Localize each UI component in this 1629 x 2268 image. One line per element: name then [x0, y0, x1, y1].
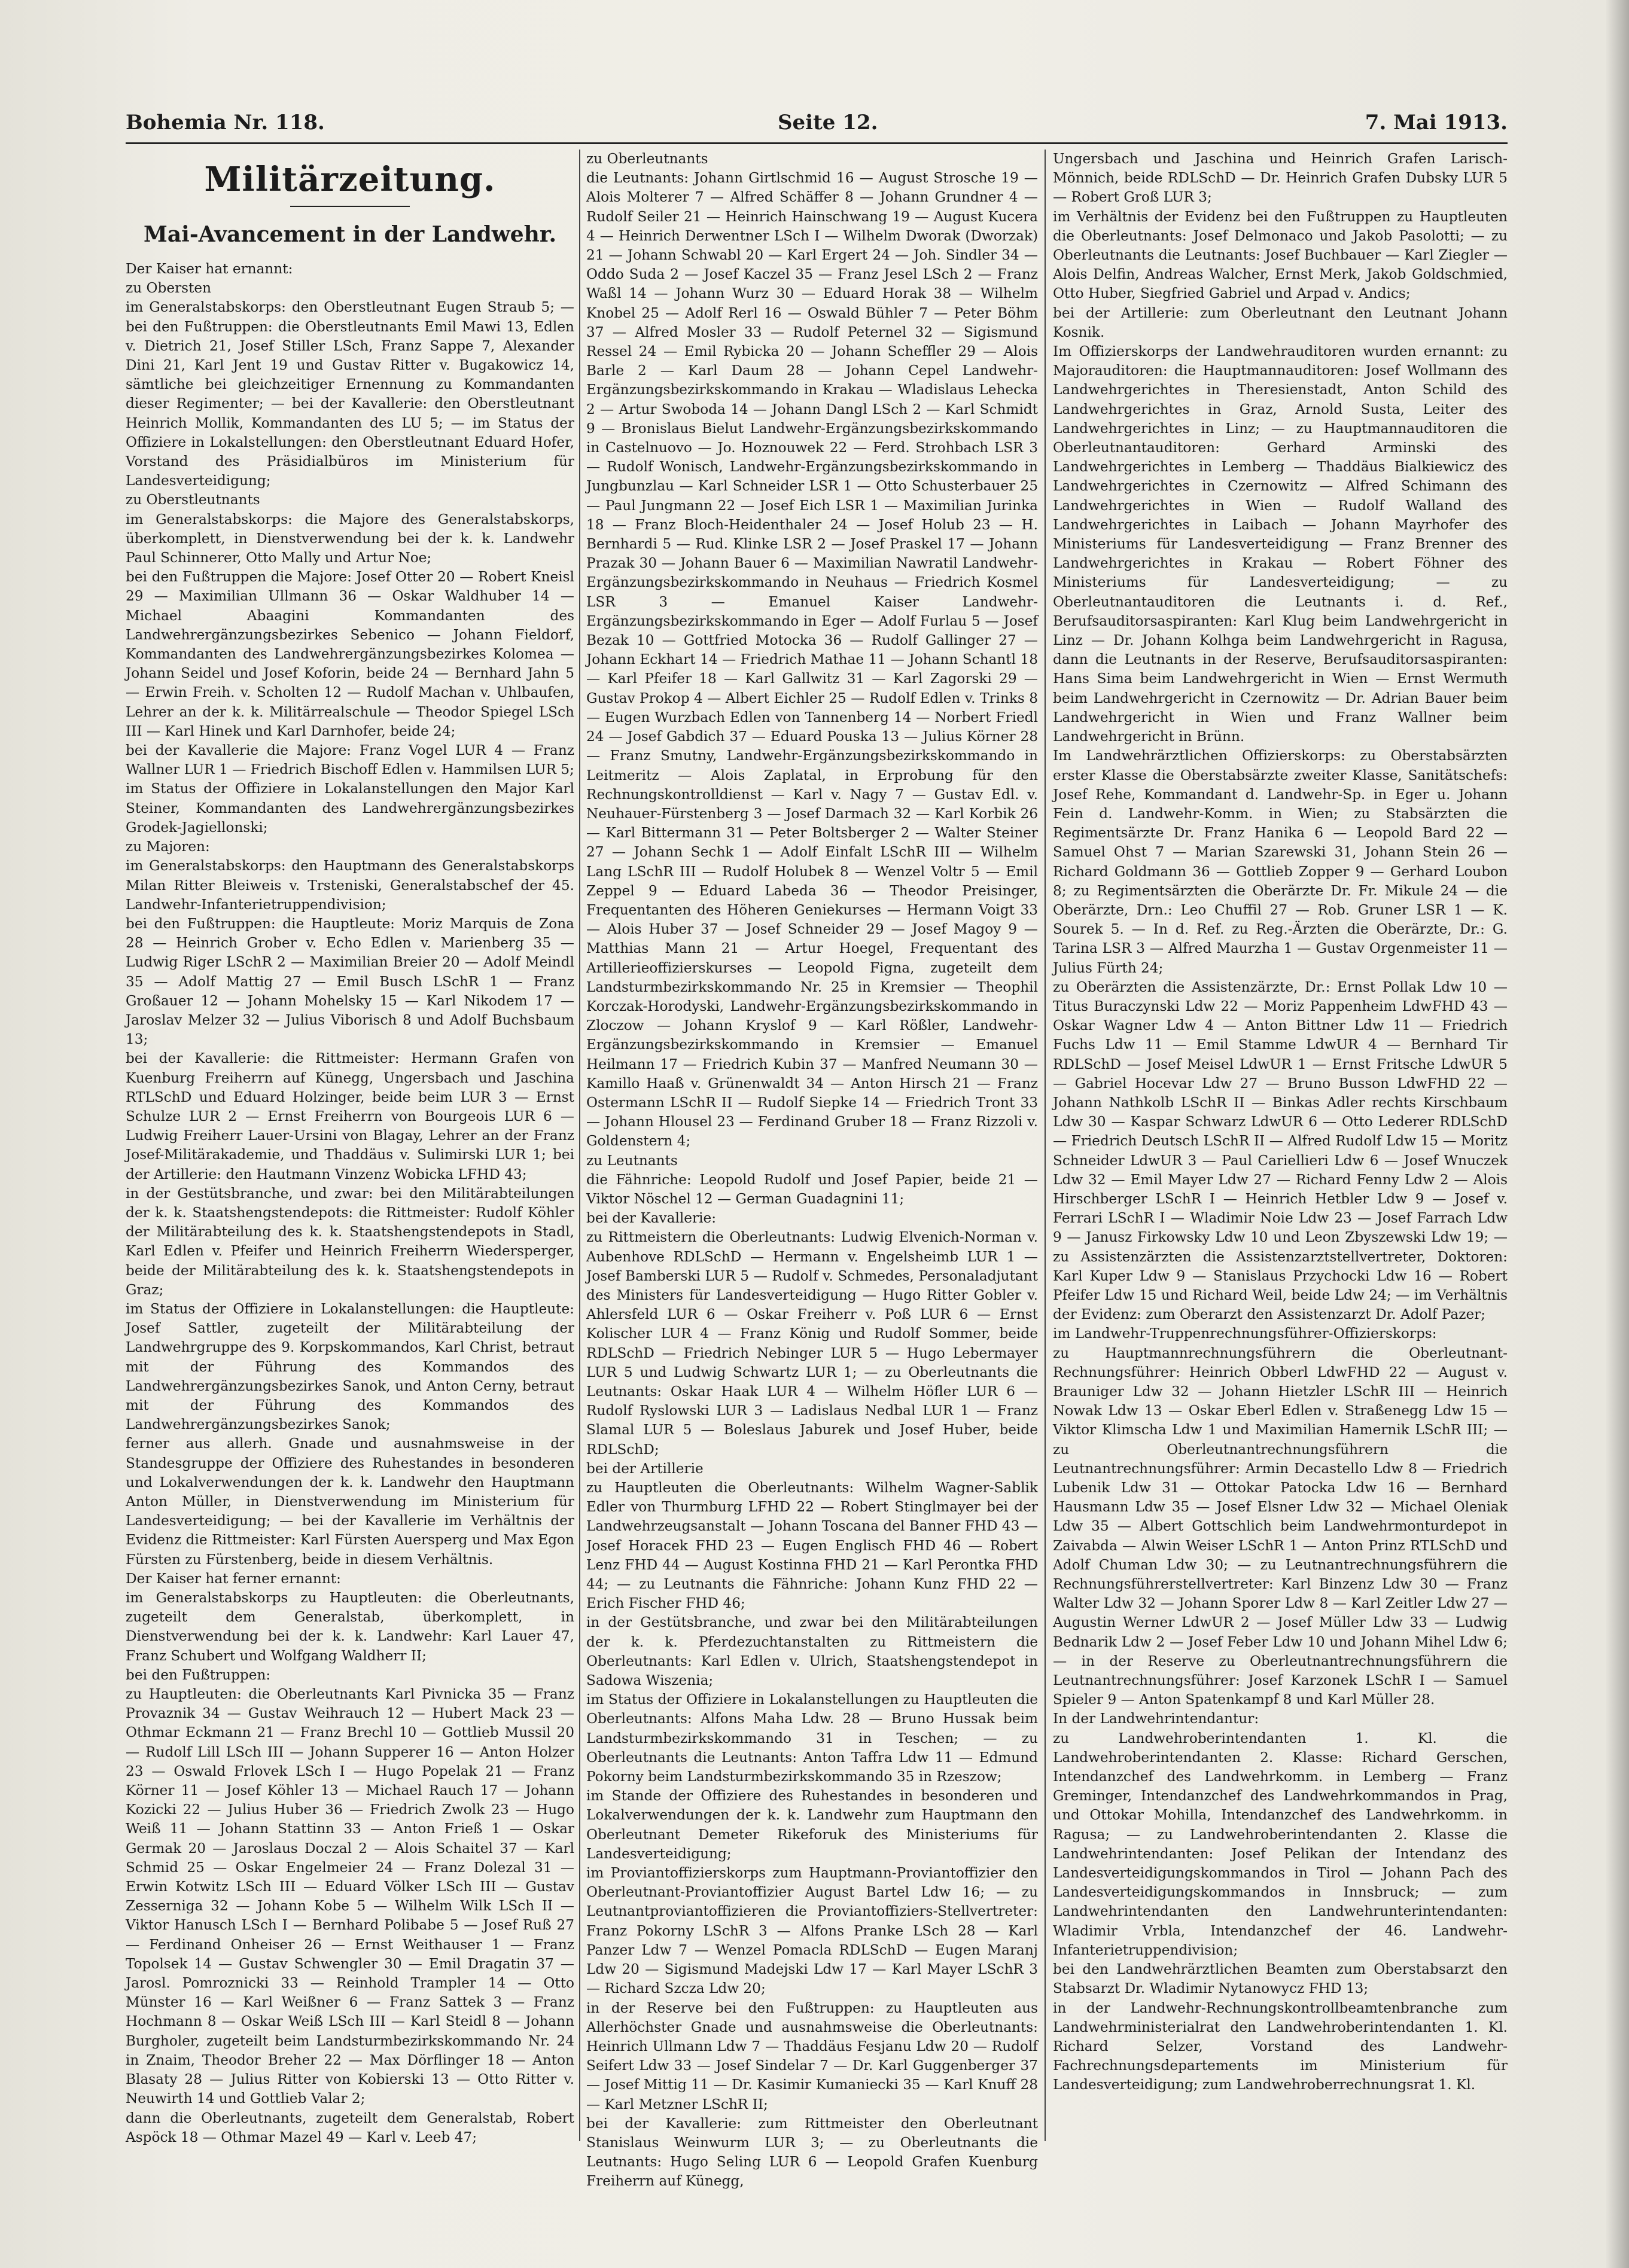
paragraph: zu Oberärzten die Assistenzärzte, Dr.: Ernst Pollak Ldw 10 — Titus Buraczynski Ldw 22 — Moriz Pappenheim LdwFHD 43 — Oskar Wagner Ldw 4 — Anton Bittner Ldw 11 — Friedrich Fuchs Ldw 11 — Emil Stamme LdwUR 4 — Bernhard Tir RDLSchD — Josef Meisel LdwUR 1 — Ernst Fritsche LdwUR 5 — Gabriel Hocevar Ldw 27 — Bruno Busson LdwFHD 22 — Johann Nathkolb LSchR II — Binkas Adler rechts Kirschbaum Ldw 30 — Kaspar Schwarz LdwUR 6 — Otto Lederer RDLSchD — Friedrich Deutsch LSchR II — Alfred Rudolf Ldw 15 — Moritz Schneider LdwUR 3 — Paul Cariellieri Ldw 6 — Josef Wnuczek Ldw 32 — Emil Mayer Ldw 27 — Richard Fenny Ldw 2 — Alois Hirschberger LSchR I — Heinrich Hetbler Ldw 9 — Josef v. Ferrari LSchR I — Wladimir Noie Ldw 23 — Josef Farrach Ldw 9 — Janusz Firkowsky Ldw 10 und Leon Zbyszewski Ldw 19; — zu Assistenzärzten die Assistenzarztstellvertreter, Doktoren: Karl Kuper Ldw 9 — Stanislaus Przychocki Ldw 16 — Robert Pfeifer Ldw 15 und Richard Weil, beide Ldw 24; — im Verhältnis der Evidenz: zum Oberarzt den Assistenzarzt Dr. Adolf Pazer; [1053, 978, 1508, 1323]
paragraph: Im Landwehrärztlichen Offizierskorps: zu Oberstabsärzten erster Klasse die Oberstabsärzte zweiter Klasse, Sanitätschefs: Josef Rehe, Kommandant d. Landwehr-Sp. in Eger u. Johann Fein d. Landwehr-Komm. in Wien; zu Stabsärzten die Regimentsärzte Dr. Franz Hanika 6 — Leopold Bard 22 — Samuel Ohst 7 — Marian Szarewski 31, Johann Stein 26 — Richard Goldmann 36 — Gottlieb Zopper 9 — Gerhard Loubon 8; zu Regimentsärzten die Oberärzte Dr. Fr. Mikule 24 — die Oberärzte, Drn.: Leo Chuffil 27 — Rob. Gruner LSR 1 — K. Sourek 5. — In d. Ref. zu Reg.-Ärzten die Oberärzte, Dr.: G. Tarina LSR 3 — Alfred Maurzha 1 — Gustav Orgenmeister 11 — Julius Fürth 24; [1053, 748, 1508, 976]
paragraph: im Verhältnis der Evidenz bei den Fußtruppen zu Hauptleuten die Oberleutnants: Josef Delmonaco und Jakob Pasolotti; — zu Oberleutnants die Leutnants: Josef Buchbauer — Karl Ziegler — Alois Delfin, Andreas Walcher, Ernst Merk, Jakob Goldschmied, Otto Huber, Siegfried Gabriel und Arpad v. Andics; [1053, 208, 1508, 302]
paragraph: im Status der Offiziere in Lokalanstellungen den Major Karl Steiner, Kommandanten des Landwehrergänzungsbezirkes Grodek-Jagiellonski; [126, 781, 574, 836]
column-divider [1045, 150, 1046, 2141]
paragraph: zu Hauptleuten: die Oberleutnants Karl Pivnicka 35 — Franz Provaznik 34 — Gustav Weihrauch 12 — Hubert Mack 23 — Othmar Eckmann 21 — Franz Brechl 10 — Gottlieb Mussil 20 — Rudolf Lill LSch III — Johann Supperer 16 — Anton Holzer 23 — Oswald Frlovek LSch I — Hugo Popelak 21 — Franz Körner 11 — Josef Köhler 13 — Michael Rauch 17 — Johann Kozicki 22 — Julius Huber 36 — Friedrich Zwolk 23 — Hugo Weiß 11 — Johann Stattinn 33 — Anton Frieß 1 — Oskar Germak 20 — Jaroslaus Doczal 2 — Alois Schaitel 37 — Karl Schmid 25 — Oskar Engelmeier 24 — Franz Dolezal 31 — Erwin Kotwitz LSch III — Eduard Völker LSch III — Gustav Zesserniga 32 — Johann Kobe 5 — Wilhelm Wilk LSch II — Viktor Hanusch LSch I — Bernhard Polibabe 5 — Josef Ruß 27 — Ferdinand Onheiser 26 — Ernst Weithauser 1 — Franz Topolsek 14 — Gustav Schwengler 30 — Emil Dragatin 37 — Jarosl. Pomroznicki 33 — Reinhold Trampler 14 — Otto Münster 16 — Karl Weißner 6 — Franz Sattek 3 — Franz Hochmann 8 — Oskar Weiß LSch III — Karl Steidl 8 — Johann Burgholer, zugeteilt beim Landsturmbezirkskommando Nr. 24 in Znaim, Theodor Breher 22 — Max Dörflinger 18 — Anton Blasaty 28 — Julius Ritter von Kobierski 13 — Otto Ritter v. Neuwirth 14 und Gottlieb Valar 2; [126, 1686, 574, 2107]
page-header [126, 105, 1508, 141]
masthead-rule [290, 206, 410, 207]
paragraph: zu Obersten [126, 280, 212, 297]
paragraph: bei der Kavallerie: zum Rittmeister den Oberleutnant Stanislaus Weinwurm LUR 3; — zu Oberleutnants die Leutnants: Hugo Seling LUR 6 — Leopold Grafen Kuenburg Freiherrn auf Künegg, [586, 2115, 1038, 2190]
paragraph: bei den Fußtruppen: [126, 1666, 271, 1683]
paragraph: im Generalstabskorps: die Majore des Generalstabskorps, überkomplett, in Dienstverwendung bei der k. k. Landwehr Paul Schinnerer, Otto Mally und Artur Noe; [126, 511, 574, 566]
column-1-body [126, 260, 574, 2147]
header-rule [126, 142, 1508, 144]
paragraph: im Proviantoffizierskorps zum Hauptmann-Proviantoffizier den Oberleutnant-Proviantoffizier August Bartel Ldw 16; — zu Leutnantproviantoffizieren die Proviantoffiziers-Stellvertreter: Franz Pokorny LSchR 3 — Alfons Pranke LSch 28 — Karl Panzer Ldw 7 — Wenzel Pomacla RDLSchD — Eugen Maranj Ldw 20 — Sigismund Madejski Ldw 17 — Karl Mayer LSchR 3 — Richard Szcza Ldw 20; [586, 1865, 1038, 1997]
paragraph: Der Kaiser hat ernannt: [126, 261, 293, 277]
paragraph: bei der Kavallerie: die Rittmeister: Hermann Grafen von Kuenburg Freiherrn auf Künegg, Ungersbach und Jaschina RTLSchD und Eduard Holzinger, beide beim LUR 3 — Ernst Schulze LUR 2 — Ernst Freiherrn von Bourgeois LUR 6 — Ludwig Freiherr Lauer-Ursini von Blagay, Lehrer an der Franz Josef-Militärakademie, und Thaddäus v. Sulimirski LUR 1; bei der Artillerie: den Hautmann Vinzenz Wobicka LFHD 43; [126, 1050, 574, 1182]
paragraph: im Status der Offiziere in Lokalanstellungen zu Hauptleuten die Oberleutnants: Alfons Maha Ldw. 28 — Bruno Hussak beim Landsturmbezirkskommando 31 in Teschen; — zu Oberleutnants die Leutnants: Anton Taffra Ldw 11 — Edmund Pokorny beim Landsturmbezirkskommando 35 in Rzeszow; [586, 1691, 1038, 1785]
paragraph: Im Offizierskorps der Landwehrauditoren wurden ernannt: zu Majorauditoren: die Hauptmannauditoren: Josef Wollmann des Landwehrgerichtes in Theresienstadt, Anton Schild des Landwehrgerichtes in Graz, Arnold Susta, Leiter des Landwehrgerichtes in Linz; — zu Hauptmannauditoren die Oberleutnantauditoren: Gerhard Arminski des Landwehrgerichtes in Lemberg — Thaddäus Bialkiewicz des Landwehrgerichtes in Czernowitz — Alfred Schimann des Landwehrgerichtes in Wien — Rudolf Walland des Landwehrgerichtes in Laibach — Johann Mayrhofer des Ministeriums für Landesverteidigung — Franz Brenner des Landwehrgerichtes in Krakau — Robert Föhner des Ministeriums für Landesverteidigung; — zu Oberleutnantauditoren die Leutnants i. d. Ref., Berufsauditorsaspiranten: Karl Klug beim Landwehrgericht in Linz — Dr. Johann Kolhga beim Landwehrgericht in Ragusa, dann die Leutnants in der Reserve, Berufsauditorsaspiranten: Hans Sima beim Landwehrgericht in Wien — Ernst Wermuth beim Landwehrgericht in Czernowitz — Dr. Adrian Bauer beim Landwehrgericht in Wien und Franz Wallner beim Landwehrgericht in Brünn. [1053, 343, 1508, 745]
paragraph: ferner aus allerh. Gnade und ausnahmsweise in der Standesgruppe der Offiziere des Ruhestandes in besonderen und Lokalverwendungen der k. k. Landwehr den Hauptmann Anton Müller, in Dienstverwendung im Ministerium für Landesverteidigung; — bei der Kavallerie im Verhältnis der Evidenz die Rittmeister: Karl Fürsten Auersperg und Max Egon Fürsten zu Fürstenberg, beide in diesem Verhältnis. [126, 1435, 574, 1568]
paragraph: bei der Kavallerie: [586, 1210, 717, 1227]
paragraph: in der Reserve bei den Fußtruppen: zu Hauptleuten aus Allerhöchster Gnade und ausnahmsweise die Oberleutnants: Heinrich Ullmann Ldw 7 — Thaddäus Fesjanu Ldw 20 — Rudolf Seifert Ldw 33 — Josef Sindelar 7 — Dr. Karl Guggenberger 37 — Josef Mittig 11 — Dr. Kasimir Kumaniecki 35 — Karl Knuff 28 — Karl Metzner LSchR II; [586, 1999, 1038, 2112]
column-2-body [586, 150, 1038, 2191]
column-3 [1053, 150, 1508, 2141]
header-issue: Bohemia Nr. 118. [126, 111, 325, 135]
column-divider [579, 150, 580, 2141]
paragraph: bei den Fußtruppen die Majore: Josef Otter 20 — Robert Kneisl 29 — Maximilian Ullmann 36 — Oskar Waldhuber 14 — Michael Abaagini Kommandanten des Landwehrergänzungsbezirkes Sebenico — Johann Fieldorf, Kommandanten des Landwehrergänzungsbezirkes Kolomea — Johann Seidel und Josef Koforin, beide 24 — Bernhard Jahn 5 — Erwin Freih. v. Scholten 12 — Rudolf Machan v. Uhlbaufen, Lehrer an der k. k. Militärrealschule — Theodor Spiegel LSch III — Karl Hinek und Karl Darnhofer, beide 24; [126, 569, 574, 739]
paragraph: bei den Fußtruppen: die Hauptleute: Moriz Marquis de Zona 28 — Heinrich Grober v. Echo Edlen v. Marienberg 35 — Ludwig Riger LSchR 2 — Maximilian Breier 20 — Adolf Meindl 35 — Adolf Mattig 27 — Emil Busch LSchR 1 — Franz Großauer 12 — Johann Mohelsky 15 — Karl Nikodem 17 — Jaroslav Melzer 32 — Julius Viborisch 8 und Adolf Buchsbaum 13; [126, 915, 574, 1048]
paragraph: in der Gestütsbranche, und zwar: bei den Militärabteilungen der k. k. Staatshengstendepots: die Rittmeister: Rudolf Köhler der Militärabteilung des k. k. Staatshengstendepots in Stadl, Karl Edlen v. Pfeifer und Heinrich Freiherrn Wiedersperger, beide der Militärabteilung des k. k. Staatshengstendepots in Graz; [126, 1185, 574, 1298]
header-page-number: Seite 12. [778, 111, 878, 135]
paragraph: im Status der Offiziere in Lokalanstellungen: die Hauptleute: Josef Sattler, zugeteilt der Militärabteilung der Landwehrgruppe des 9. Korpskommandos, Karl Christ, betraut mit der Führung des Kommandos des Landwehrergänzungsbezirkes Sanok, und Anton Cerny, betraut mit der Führung des Kommandos des Landwehrergänzungsbezirkes Sanok; [126, 1300, 574, 1433]
paragraph: in der Gestütsbranche, und zwar bei den Militärabteilungen der k. k. Pferdezuchtanstalten zu Rittmeistern die Oberleutnants: Karl Edlen v. Ulrich, Staatshengstendepot in Sadowa Wiszenia; [586, 1614, 1038, 1689]
column-1 [126, 150, 574, 2145]
page-edge-shadow [1605, 0, 1629, 2268]
paragraph: bei den Landwehrärztlichen Beamten zum Oberstabsarzt den Stabsarzt Dr. Wladimir Nytanowycz FHD 13; [1053, 1961, 1508, 1997]
paragraph: zu Rittmeistern die Oberleutnants: Ludwig Elvenich-Norman v. Aubenhove RDLSchD — Hermann v. Engelsheimb LUR 1 — Josef Bamberski LUR 5 — Rudolf v. Schmedes, Personaladjutant des Ministers für Landesverteidigung — Hugo Ritter Gobler v. Ahlersfeld LUR 6 — Oskar Freiherr v. Poß LUR 6 — Ernst Kolischer LUR 4 — Franz König und Rudolf Sommer, beide RDLSchD — Friedrich Nebinger LUR 5 — Hugo Lebermayer LUR 5 und Ludwig Schwartz LUR 1; — zu Oberleutnants die Leutnants: Oskar Haak LUR 4 — Wilhelm Höfler LUR 6 — Rudolf Ryslowski LUR 3 — Ladislaus Nedbal LUR 1 — Franz Slamal LUR 5 — Boleslaus Jaburek und Josef Huber, beide RDLSchD; [586, 1229, 1038, 1458]
paragraph: In der Landwehrintendantur: [1053, 1711, 1259, 1727]
article-title: Mai-Avancement in der Landwehr. [143, 222, 557, 247]
paragraph: Der Kaiser hat ferner ernannt: [126, 1570, 341, 1587]
paragraph: in der Landwehr-Rechnungskontrollbeamtenbranche zum Landwehrministerialrat den Landwehroberintendanten 1. Kl. Richard Selzer, Vorstand des Landwehr-Fachrechnungsdepartements im Ministerium für Landesverteidigung; zum Landwehroberrechnungsrat 1. Kl. [1053, 1999, 1508, 2093]
paragraph: bei der Artillerie [586, 1460, 704, 1477]
paragraph: im Stande der Offiziere des Ruhestandes in besonderen und Lokalverwendungen der k. k. Landwehr zum Hauptmann den Oberleutnant Demeter Rikeforuk des Ministeriums für Landesverteidigung; [586, 1788, 1038, 1862]
paragraph: bei der Kavallerie die Majore: Franz Vogel LUR 4 — Franz Wallner LUR 1 — Friedrich Bischoff Edlen v. Hammilsen LUR 5; [126, 742, 574, 778]
paragraph: zu Majoren: [126, 839, 210, 855]
paragraph: die Fähnriche: Leopold Rudolf und Josef Papier, beide 21 — Viktor Nöschel 12 — German Guadagnini 11; [586, 1171, 1038, 1207]
header-date: 7. Mai 1913. [1365, 111, 1508, 135]
paragraph: im Generalstabskorps: den Oberstleutnant Eugen Straub 5; — bei den Fußtruppen: die Oberstleutnants Emil Mawi 13, Edlen v. Dietrich 21, Josef Stiller LSch, Franz Sappe 7, Alexander Dini 21, Karl Jent 19 und Gustav Ritter v. Bugakowicz 14, sämtliche bei gleichzeitiger Ernennung zu Kommandanten dieser Regimenter; — bei der Kavallerie: den Oberstleutnant Heinrich Mollik, Kommandanten des LU 5; — im Status der Offiziere in Lokalstellungen: den Oberstleutnant Eduard Hofer, Vorstand des Präsidialbüros im Ministerium für Landesverteidigung; [126, 299, 574, 489]
paragraph: im Landwehr-Truppenrechnungsführer-Offizierskorps: [1053, 1325, 1437, 1342]
paragraph: zu Hauptleuten die Oberleutnants: Wilhelm Wagner-Sablik Edler von Thurmburg LFHD 22 — Robert Stinglmayer bei der Landwehrzeugsanstalt — Johann Toscana del Banner FHD 43 — Josef Horacek FHD 23 — Eugen Englisch FHD 46 — Robert Lenz FHD 44 — August Kostinna FHD 21 — Karl Perontka FHD 44; — zu Leutnants die Fähnriche: Johann Kunz FHD 22 — Erich Fischer FHD 46; [586, 1480, 1038, 1612]
section-masthead: Militärzeitung. [204, 160, 496, 199]
column-3-body [1053, 150, 1508, 2095]
paragraph: Ungersbach und Jaschina und Heinrich Grafen Larisch-Mönnich, beide RDLSchD — Dr. Heinrich Grafen Dubsky LUR 5 — Robert Groß LUR 3; [1053, 151, 1508, 206]
paragraph: zu Landwehroberintendanten 1. Kl. die Landwehroberintendanten 2. Klasse: Richard Gerschen, Intendanzchef des Landwehrkomm. in Lemberg — Franz Greminger, Intendanzchef des Landwehrkommandos in Prag, und Ottokar Mohilla, Intendanzchef des Landwehrkomm. in Ragusa; — zu Landwehroberintendanten 2. Klasse die Landwehrintendanten: Josef Pelikan der Intendanz des Landesverteidigungskommandos in Tirol — Johann Pach des Landesverteidigungskommandos in Innsbruck; — zum Landwehrintendanten den Landwehrunterintendanten: Wladimir Vrbla, Intendanzchef der 46. Landwehr-Infanterietruppendivision; [1053, 1730, 1508, 1958]
column-2 [586, 150, 1038, 2190]
paragraph: zu Oberstleutnants [126, 492, 260, 508]
paragraph: die Leutnants: Johann Girtlschmid 16 — August Strosche 19 — Alois Molterer 7 — Alfred Schäffer 8 — Johann Grundner 4 — Rudolf Seiler 21 — Heinrich Hainschwang 19 — August Kucera 4 — Heinrich Derwentner LSch I — Wilhelm Dworak (Dworzak) 21 — Johann Schwabl 20 — Karl Ergert 24 — Joh. Sindler 34 — Oddo Suda 2 — Josef Kaczel 35 — Franz Jesel LSch 2 — Franz Waßl 14 — Johann Wurz 30 — Eduard Horak 38 — Wilhelm Knobel 25 — Adolf Rerl 16 — Oswald Bühler 7 — Peter Böhm 37 — Alfred Mosler 33 — Rudolf Peternel 32 — Sigismund Ressel 24 — Emil Rybicka 20 — Johann Scheffler 29 — Alois Barle 2 — Karl Daum 28 — Johann Cepel Landwehr-Ergänzungsbezirkskommando in Krakau — Wladislaus Lehecka 2 — Artur Swoboda 14 — Johann Dangl LSch 2 — Karl Schmidt 9 — Bronislaus Bielut Landwehr-Ergänzungsbezirkskommando in Castelnuovo — Jo. Hoznouwek 22 — Ferd. Strohbach LSR 3 — Rudolf Wonisch, Landwehr-Ergänzungsbezirkskommando in Jungbunzlau — Karl Schneider LSR 1 — Otto Schusterbauer 25 — Paul Jungmann 22 — Josef Eich LSR 1 — Maximilian Jurinka 18 — Franz Bloch-Heidenthaler 24 — Josef Holub 23 — H. Bernhardi 5 — Rud. Klinke LSR 2 — Josef Praskel 17 — Johann Prazak 30 — Johann Bauer 6 — Maximilian Nawratil Landwehr-Ergänzungsbezirkskommando in Neuhaus — Friedrich Kosmel LSR 3 — Emanuel Kaiser Landwehr-Ergänzungsbezirkskommando in Eger — Adolf Furlau 5 — Josef Bezak 10 — Gottfried Motocka 36 — Rudolf Gallinger 27 — Johann Eckhart 14 — Friedrich Mathae 11 — Johann Schantl 18 — Karl Pfeifer 18 — Karl Gallwitz 31 — Karl Zagorski 29 — Gustav Prokop 4 — Albert Eichler 25 — Rudolf Edlen v. Trinks 8 — Eugen Wurzbach Edlen von Tannenberg 14 — Norbert Friedl 24 — Josef Gabdich 37 — Eduard Pouska 13 — Julius Körner 28 — Franz Smutny, Landwehr-Ergänzungsbezirkskommando in Leitmeritz — Alois Zaplatal, in Erprobung für den Rechnungskontrolldienst — Karl v. Nagy 7 — Gustav Edl. v. Neuhauer-Fürstenberg 3 — Josef Darmach 32 — Karl Korbik 26 — Karl Bittermann 31 — Peter Boltsberger 2 — Walter Steiner 27 — Johann Sechk 1 — Adolf Einfalt LSchR III — Wilhelm Lang LSchR III — Rudolf Holubek 8 — Wenzel Voltr 5 — Emil Zeppel 9 — Eduard Labeda 36 — Theodor Preisinger, Frequentanten des Höheren Geniekurses — Hermann Voigt 33 — Alois Huber 37 — Josef Schneider 29 — Josef Magoy 9 — Matthias Mann 21 — Artur Hoegel, Frequentant des Artillerieoffizierskurses — Leopold Figna, zugeteilt dem Landsturmbezirkskommando Nr. 25 in Kremsier — Theophil Korczak-Horodyski, Landwehr-Ergänzungsbezirkskommando in Zloczow — Johann Kryslof 9 — Karl Rößler, Landwehr-Ergänzungsbezirkskommando in Kremsier — Emanuel Heilmann 17 — Friedrich Kubin 37 — Manfred Neumann 30 — Kamillo Haaß v. Grünenwaldt 34 — Anton Hirsch 21 — Franz Ostermann LSchR II — Rudolf Siepke 14 — Friedrich Tront 33 — Johann Hlousel 23 — Ferdinand Gruber 18 — Franz Rizzoli v. Goldenstern 4; [586, 170, 1038, 1150]
paragraph: im Generalstabskorps zu Hauptleuten: die Oberleutnants, zugeteilt dem Generalstab, überkomplett, in Dienstverwendung bei der k. k. Landwehr: Karl Lauer 47, Franz Schubert und Wolfgang Waldherr II; [126, 1590, 574, 1664]
paragraph: dann die Oberleutnants, zugeteilt dem Generalstab, Robert Aspöck 18 — Othmar Mazel 49 — Karl v. Leeb 47; [126, 2110, 574, 2145]
paragraph: im Generalstabskorps: den Hauptmann des Generalstabskorps Milan Ritter Bleiweis v. Trsteniski, Generalstabschef der 45. Landwehr-Infanterietruppendivision; [126, 858, 574, 913]
paragraph: zu Oberleutnants [586, 151, 708, 167]
paragraph: zu Leutnants [586, 1152, 678, 1169]
paragraph: zu Hauptmannrechnungsführern die Oberleutnant-Rechnungsführer: Heinrich Obberl LdwFHD 22 — August v. Brauniger Ldw 32 — Johann Hietzler LSchR III — Heinrich Nowak Ldw 13 — Oskar Eberl Edlen v. Straßenegg Ldw 15 — Viktor Klimscha Ldw 1 und Maximilian Hamernik LSchR III; — zu Oberleutnantrechnungsführern die Leutnantrechnungsführer: Armin Decastello Ldw 8 — Friedrich Lubenik Ldw 31 — Ottokar Patocka Ldw 16 — Bernhard Hausmann Ldw 35 — Josef Elsner Ldw 32 — Michael Oleniak Ldw 35 — Albert Gottschlich beim Landwehrmonturdepot in Zaivabda — Alwin Weiser LSchR 1 — Anton Prinz RTLSchD und Adolf Chuman Ldw 30; — zu Leutnantrechnungsführern die Rechnungsführerstellvertreter: Karl Binzenz Ldw 30 — Franz Walter Ldw 32 — Johann Sporer Ldw 8 — Karl Zeitler Ldw 27 — Augustin Werner LdwUR 2 — Josef Müller Ldw 33 — Ludwig Bednarik Ldw 2 — Josef Feber Ldw 10 und Johann Mihel Ldw 6; — in der Reserve zu Oberleutnantrechnungsführern die Leutnantrechnungsführer: Josef Karzonek LSchR I — Samuel Spieler 9 — Anton Spatenkampf 8 und Karl Müller 28. [1053, 1345, 1508, 1708]
paragraph: bei der Artillerie: zum Oberleutnant den Leutnant Johann Kosnik. [1053, 304, 1508, 340]
